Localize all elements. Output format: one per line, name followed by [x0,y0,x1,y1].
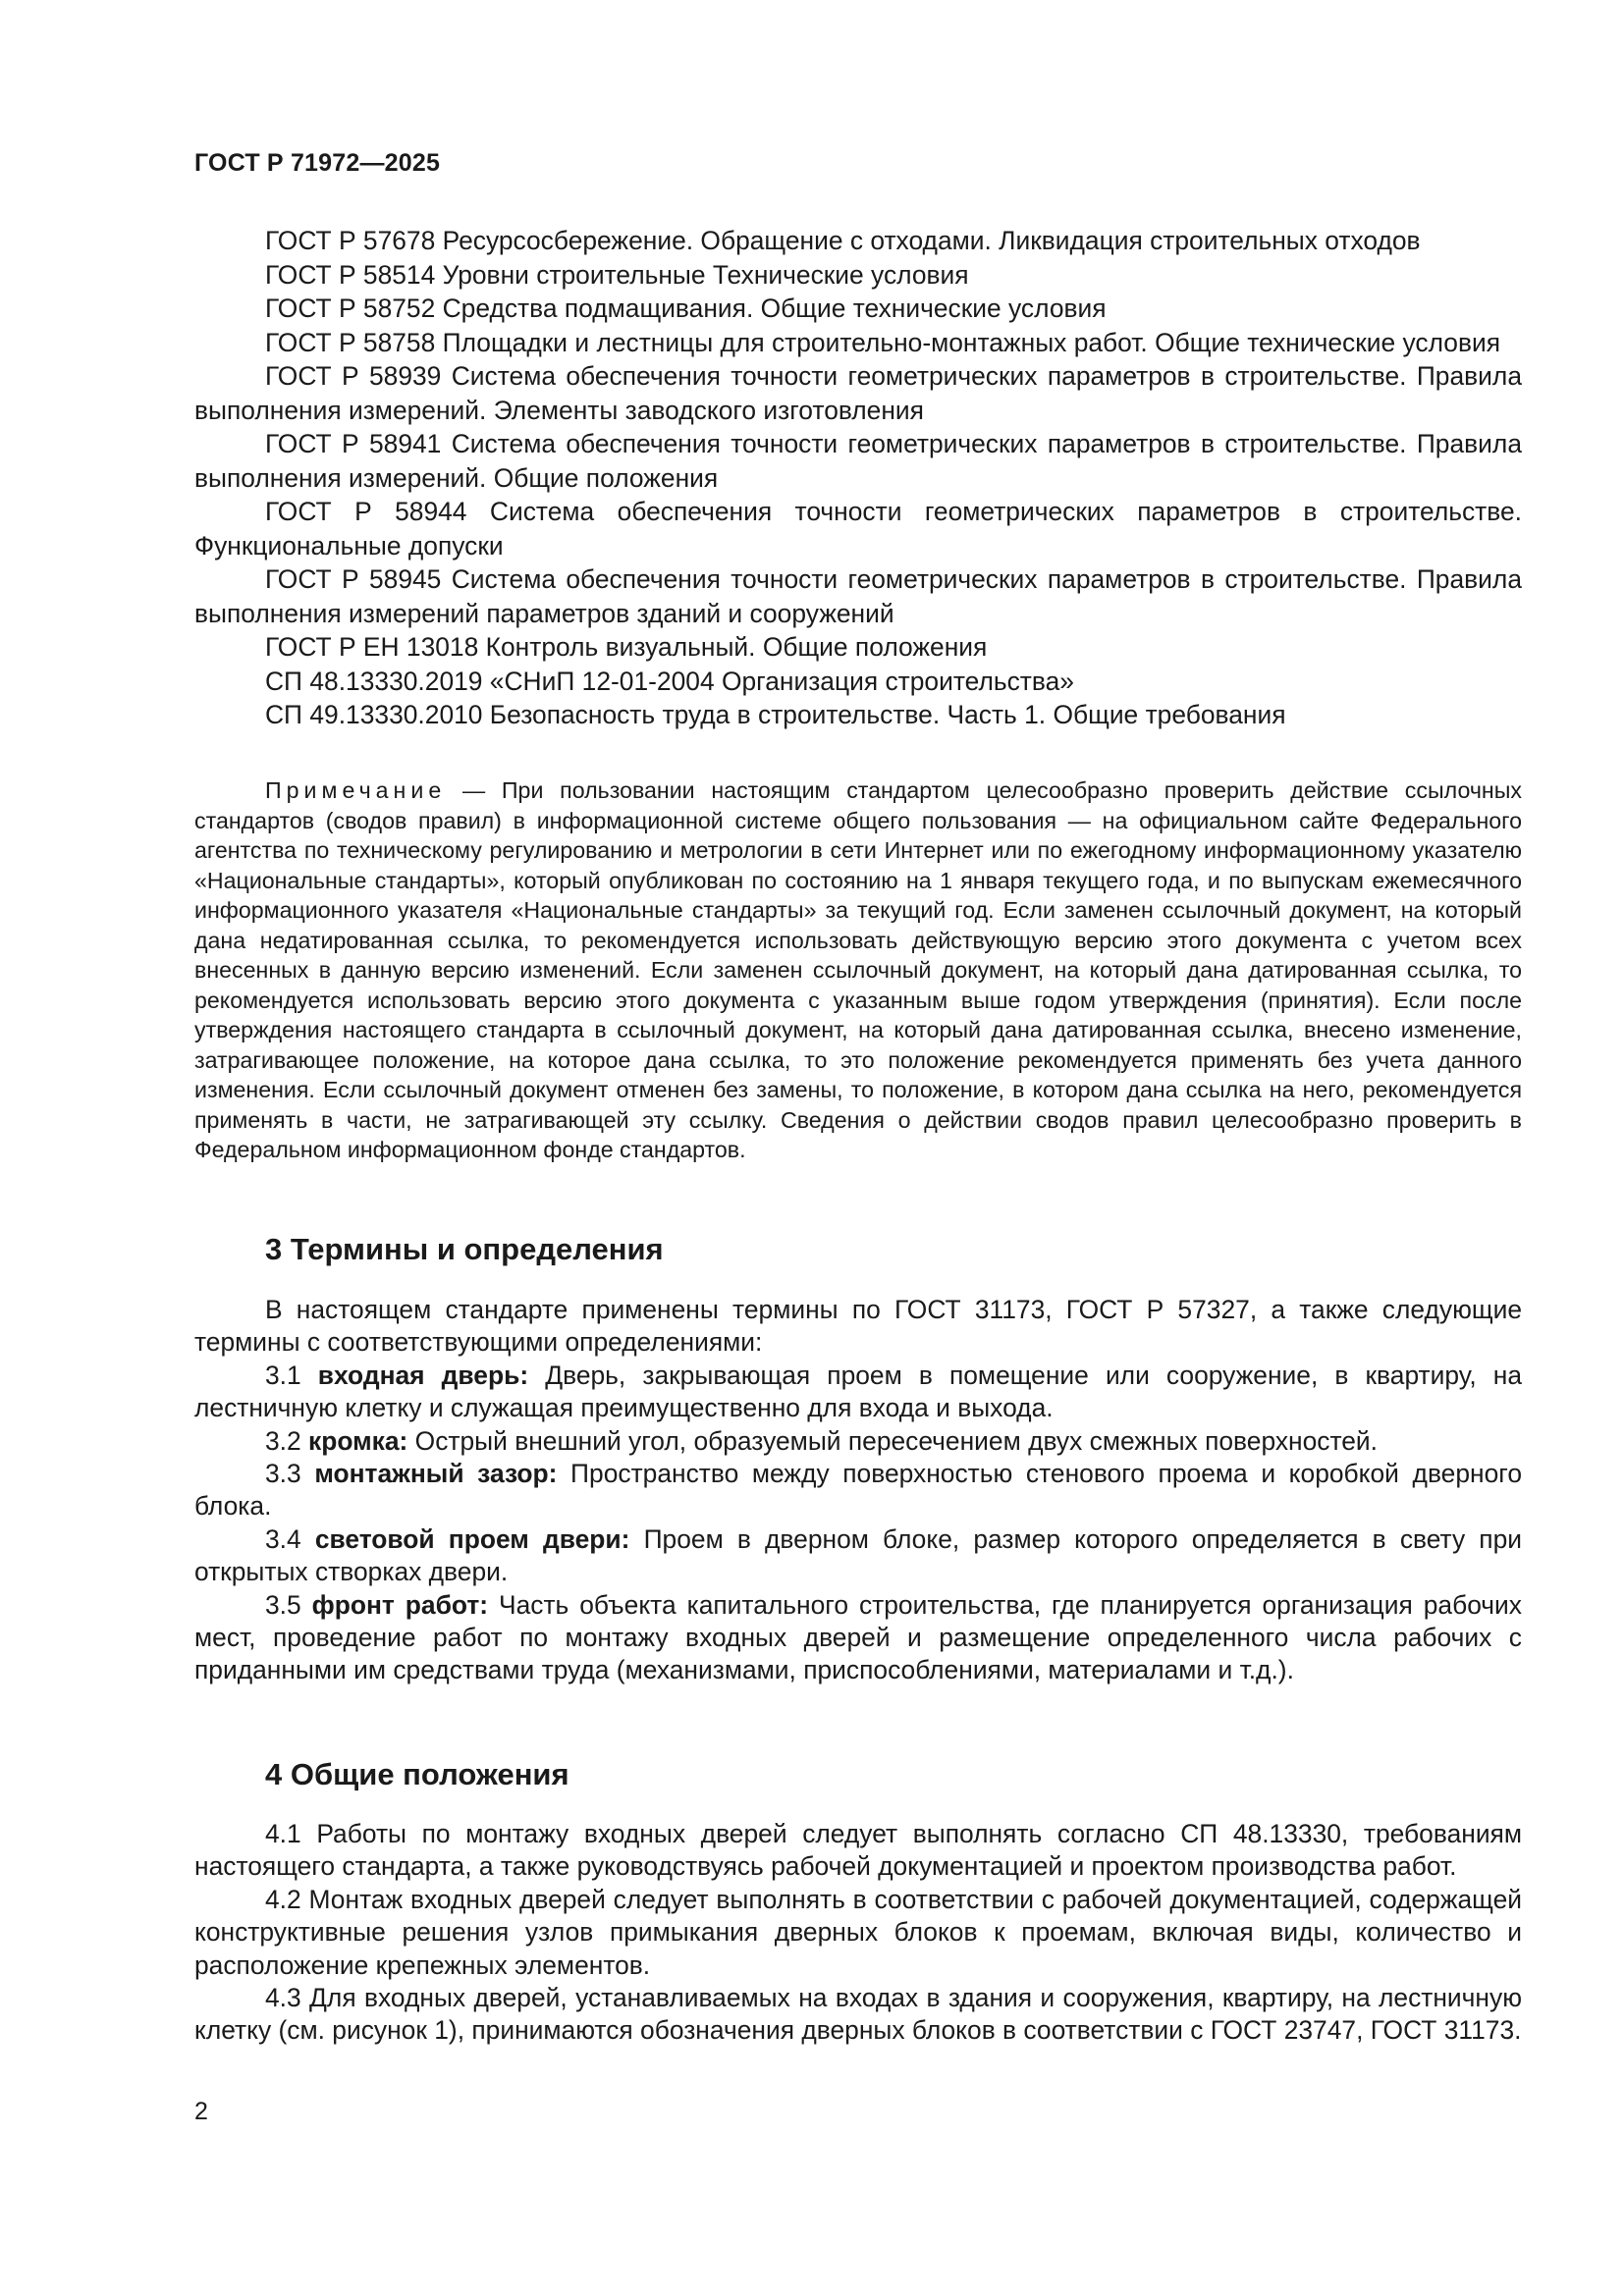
reference-item: ГОСТ Р 58944 Система обеспечения точности геометрических параметров в строительстве. Функциональные допуски [194,497,1522,561]
term-definition-item: 3.4 световой проем двери: Проем в дверном блоке, размер которого определяется в свету при открытых створках двери. [194,1523,1522,1587]
document-header-id: ГОСТ Р 71972—2025 [194,149,441,177]
reference-item: ГОСТ Р 58941 Система обеспечения точности геометрических параметров в строительстве. Правила выполнения измерений. Общие положения [194,429,1522,493]
reference-item: ГОСТ Р 58752 Средства подмащивания. Общие технические условия [265,294,1107,323]
reference-item: ГОСТ Р 57678 Ресурсосбережение. Обращение с отходами. Ликвидация строительных отходов [265,226,1421,255]
term-name: монтажный зазор: [314,1459,558,1489]
term-definition-item: 3.2 кромка: Острый внешний угол, образуемый пересечением двух смежных поверхностей. [265,1425,1379,1456]
reference-item: СП 49.13330.2010 Безопасность труда в строительстве. Часть 1. Общие требования [265,700,1286,729]
reference-item: СП 48.13330.2019 «СНиП 12-01-2004 Организация строительства» [265,666,1074,696]
section-3-heading: 3 Термины и определения [265,1232,664,1266]
term-definition: Пространство между поверхностью стенового проема и коробкой дверного блока. [194,1459,1522,1522]
section-4-paragraph: 4.1 Работы по монтажу входных дверей следует выполнять согласно СП 48.13330, требованиям настоящего стандарта, а также руководствуясь рабочей документацией и проектом производства работ. [194,1819,1522,1882]
reference-item: ГОСТ Р ЕН 13018 Контроль визуальный. Общие положения [265,632,988,662]
section-3-intro: В настоящем стандарте применены термины по ГОСТ 31173, ГОСТ Р 57327, а также следующие термины с соответствующими определениями: [194,1295,1522,1358]
note-label: Примечание [265,777,447,803]
term-definition-item: 3.5 фронт работ: Часть объекта капитального строительства, где планируется организация рабочих мест, проведение работ по монтажу входных дверей и размещение определенного числа рабочих с приданными им средствами труда (механизмами, приспособлениями, материалами и т.д.). [194,1589,1522,1685]
term-definition: Дверь, закрывающая проем в помещение или сооружение, в квартиру, на лестничную клетку и служащая преимущественно для входа и выхода. [194,1360,1522,1423]
section-4-paragraph: 4.2 Монтаж входных дверей следует выполнять в соответствии с рабочей документацией, содержащей конструктивные решения узлов примыкания дверных блоков к проемам, включая виды, количество и расположение крепежных элементов. [194,1884,1522,1980]
section-4-heading: 4 Общие положения [265,1757,569,1791]
references-note [194,775,1522,1165]
reference-item: ГОСТ Р 58758 Площадки и лестницы для строительно-монтажных работ. Общие технические условия [265,327,1501,357]
reference-item: ГОСТ Р 58939 Система обеспечения точности геометрических параметров в строительстве. Правила выполнения измерений. Элементы заводского изготовления [194,361,1522,425]
term-definition: Часть объекта капитального строительства, где планируется организация рабочих мест, проведение работ по монтажу входных дверей и размещение определенного числа рабочих с приданными им средствами труда (механизмами, приспособлениями, материалами и т.д.). [194,1589,1522,1685]
note-text: — При пользовании настоящим стандартом целесообразно проверить действие ссылочных стандартов (сводов правил) в информационной системе общего пользования — на официальном сайте Федерального агентства по техническому регулированию и метрологии в сети Интернет или по ежегодному информационному указателю «Национальные стандарты», который опубликован по состоянию на 1 января текущего года, и по выпускам ежемесячного информационного указателя «Национальные стандарты» за текущий год. Если заменен ссылочный документ, на который дана недатированная ссылка, то рекомендуется использовать действующую версию этого документа с учетом всех внесенных в данную версию изменений. Если заменен ссылочный документ, на который дана датированная ссылка, то рекомендуется использовать версию этого документа с указанным выше годом утверждения (принятия). Если после утверждения настоящего стандарта в ссылочный документ, на который дана датированная ссылка, внесено изменение, затрагивающее положение, на которое дана ссылка, то это положение рекомендуется применять без учета данного изменения. Если ссылочный документ отменен без замены, то положение, в котором дана ссылка на него, рекомендуется применять в части, не затрагивающей эту ссылку. Сведения о действии сводов правил целесообразно проверить в Федеральном информационном фонде стандартов. [194,777,1522,1162]
reference-item: ГОСТ Р 58945 Система обеспечения точности геометрических параметров в строительстве. Правила выполнения измерений параметров зданий и сооружений [194,564,1522,628]
term-name: кромка: [308,1425,408,1456]
term-definition: Проем в дверном блоке, размер которого определяется в свету при открытых створках двери. [194,1523,1522,1587]
term-definition-item: 3.3 монтажный зазор: Пространство между поверхностью стенового проема и коробкой дверного блока. [194,1459,1522,1522]
term-name: фронт работ: [311,1589,489,1620]
page-number: 2 [194,2098,208,2125]
term-name: световой проем двери: [314,1523,630,1554]
normative-references-list [194,224,1522,732]
section-4-paragraph: 4.3 Для входных дверей, устанавливаемых на входах в здания и сооружения, квартиру, на лестничную клетку (см. рисунок 1), принимаются обозначения дверных блоков в соответствии с ГОСТ 23747, ГОСТ 31173. [194,1983,1522,2046]
term-name: входная дверь: [317,1360,529,1390]
reference-item: ГОСТ Р 58514 Уровни строительные Технические условия [265,259,969,290]
section-4-body [194,1818,1522,2048]
term-definition-item: 3.1 входная дверь: Дверь, закрывающая проем в помещение или сооружение, в квартиру, на лестничную клетку и служащая преимущественно для входа и выхода. [194,1360,1522,1423]
term-definition: Острый внешний угол, образуемый пересечением двух смежных поверхностей. [407,1425,1379,1456]
section-3-body [194,1294,1522,1687]
